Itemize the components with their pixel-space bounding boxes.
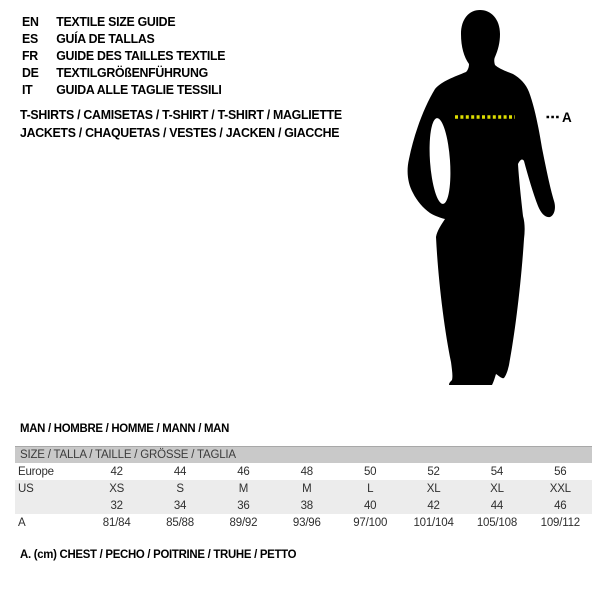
language-code: ES bbox=[22, 31, 38, 46]
size-value: 42 bbox=[427, 499, 440, 512]
size-value: 93/96 bbox=[292, 516, 321, 529]
category-jackets: JACKETS / CHAQUETAS / VESTES / JACKEN / GIACCHE bbox=[20, 125, 340, 140]
size-value: 44 bbox=[173, 465, 187, 478]
size-value: 50 bbox=[363, 465, 377, 478]
size-value: XXL bbox=[549, 482, 571, 495]
table-row-us bbox=[15, 480, 592, 497]
size-value: 52 bbox=[427, 465, 440, 478]
size-value: 89/92 bbox=[229, 516, 258, 529]
size-value: XL bbox=[490, 482, 504, 495]
row-label: US bbox=[18, 482, 34, 495]
language-code: EN bbox=[22, 14, 39, 29]
size-value: 109/112 bbox=[540, 516, 580, 529]
size-value: 46 bbox=[237, 465, 250, 478]
size-value: XL bbox=[426, 482, 441, 495]
size-value: 56 bbox=[554, 465, 567, 478]
row-label: A bbox=[18, 516, 26, 529]
language-label: GUIDE DES TAILLES TEXTILE bbox=[56, 48, 226, 63]
language-label: TEXTILGRÖßENFÜHRUNG bbox=[56, 65, 208, 80]
size-value: 34 bbox=[173, 499, 187, 512]
table-row-numeric bbox=[15, 497, 592, 514]
size-value: 101/104 bbox=[413, 516, 454, 529]
category-list bbox=[20, 106, 342, 142]
language-list bbox=[22, 13, 225, 98]
measure-label-a: A bbox=[562, 110, 572, 125]
size-value: 32 bbox=[110, 499, 123, 512]
size-value: 81/84 bbox=[102, 516, 131, 529]
size-value: 36 bbox=[237, 499, 250, 512]
size-value: S bbox=[176, 482, 184, 495]
size-value: 97/100 bbox=[353, 516, 388, 529]
size-value: 40 bbox=[363, 499, 377, 512]
man-silhouette-figure bbox=[405, 8, 575, 388]
size-value: 85/88 bbox=[166, 516, 194, 529]
size-table-header: SIZE / TALLA / TAILLE / GRÖSSE / TAGLIA bbox=[15, 446, 592, 463]
man-silhouette bbox=[408, 10, 555, 385]
language-label: TEXTILE SIZE GUIDE bbox=[56, 14, 176, 29]
table-row-chest-a bbox=[15, 514, 592, 531]
size-value: L bbox=[367, 482, 374, 495]
language-code: FR bbox=[22, 48, 38, 63]
language-label: GUÍA DE TALLAS bbox=[56, 31, 155, 46]
size-value: XS bbox=[109, 482, 125, 495]
row-label: Europe bbox=[18, 465, 54, 478]
size-value: 44 bbox=[490, 499, 504, 512]
language-code: DE bbox=[22, 65, 39, 80]
size-value: 54 bbox=[490, 465, 504, 478]
size-value: 48 bbox=[300, 465, 314, 478]
size-value: 105/108 bbox=[476, 516, 518, 529]
category-tshirts: T-SHIRTS / CAMISETAS / T-SHIRT / T-SHIRT / MAGLIETTE bbox=[20, 107, 342, 122]
section-title-man: MAN / HOMBRE / HOMME / MANN / MAN bbox=[20, 421, 230, 435]
table-row-europe bbox=[15, 463, 592, 480]
measurement-footnote: A. (cm) CHEST / PECHO / POITRINE / TRUHE / PETTO bbox=[20, 547, 297, 561]
size-value: 38 bbox=[300, 499, 314, 512]
size-value: M bbox=[238, 482, 249, 495]
size-table bbox=[15, 446, 592, 531]
size-value: M bbox=[302, 482, 312, 495]
language-label: GUIDA ALLE TAGLIE TESSILI bbox=[56, 82, 222, 97]
size-value: 46 bbox=[554, 499, 567, 512]
language-code: IT bbox=[22, 82, 33, 97]
size-value: 42 bbox=[110, 465, 123, 478]
